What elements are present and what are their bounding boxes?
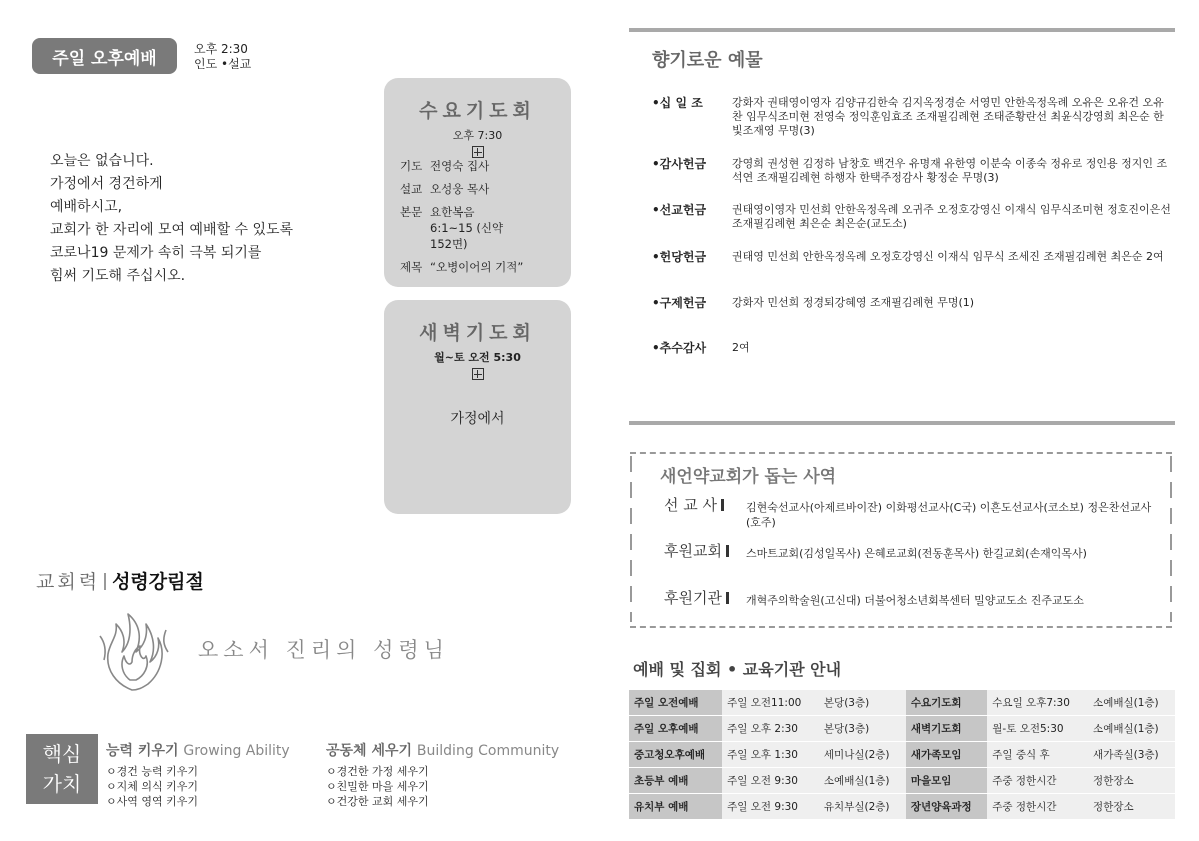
offering-names: 권태영이영자 민선희 안한옥정옥례 오귀주 오정호강영신 이재식 임무식조미현 정호진이은선 조재필김례현 최은순 최은순(교도소) (732, 203, 1171, 230)
offering-row (652, 203, 1172, 231)
table-cell: 주일 오후예배 (629, 716, 722, 742)
core-value-item: ㅇ지체 의식 키우기 (106, 780, 199, 793)
offering-names: 권태영 민선희 안한옥정옥례 오정호강영신 이재식 임무식 조세진 조재필김례현 최은순 2여 (732, 250, 1164, 263)
wednesday-time: 오후 7:30 (452, 129, 503, 142)
plus-icon (472, 368, 484, 380)
top-rule (629, 28, 1175, 32)
offering-row (652, 250, 1172, 264)
services-table (629, 690, 1175, 820)
mission-key-text: 후원기관 (664, 589, 722, 607)
table-cell: 수요기도회 (906, 690, 987, 716)
table-cell: 본당(3층) (819, 716, 906, 742)
table-row (629, 690, 1175, 716)
dawn-prayer-panel (384, 300, 571, 514)
message-line: 예배하시고, (50, 199, 123, 215)
message-line: 교회가 한 자리에 모여 예배할 수 있도록 (50, 222, 294, 238)
calendar-season: 성령강림절 (112, 571, 204, 593)
table-row (629, 794, 1175, 820)
wednesday-prayer-panel (384, 78, 571, 287)
mission-value: 개혁주의학술원(고신대) 더불어청소년회복센터 밀양교도소 진주교도소 (746, 594, 1084, 607)
mission-row (664, 498, 1164, 530)
message-line: 코로나19 문제가 속히 극복 되기를 (50, 245, 262, 261)
offerings-title: 향기로운 예물 (652, 50, 763, 71)
core-value-group (326, 740, 559, 809)
mission-value: 스마트교회(김성일목사) 은혜로교회(전동훈목사) 한길교회(손재익목사) (746, 547, 1087, 560)
offering-names: 강화자 민선희 정경퇴강혜영 조재필김례현 무명(1) (732, 296, 975, 309)
table-cell: 중고청오후예배 (629, 742, 722, 768)
divider (726, 592, 729, 604)
core-value-item: ㅇ건강한 교회 세우기 (326, 795, 429, 808)
core-value-en: Building Community (416, 743, 560, 759)
dawn-title: 새벽기도회 (419, 322, 536, 344)
core-value-item: ㅇ친밀한 마을 세우기 (326, 780, 429, 793)
detail-value: 요한복음 6:1~15 (신약 152면) (430, 205, 504, 251)
table-cell: 새가족실(3층) (1088, 742, 1175, 768)
mission-key (664, 591, 746, 608)
offering-row (652, 157, 1172, 185)
services-title: 예배 및 집회 • 교육기관 안내 (633, 660, 842, 679)
mission-box-left-edge (630, 456, 632, 622)
mission-value: 김현숙선교사(아제르바이잔) 이화평선교사(C국) 이흔도선교사(코소보) 정은찬선교사(호주) (746, 501, 1152, 529)
core-value-heading (326, 740, 559, 760)
holy-spirit-flame-icon (92, 606, 174, 694)
message-line: 오늘은 없습니다. (50, 153, 154, 169)
core-value-group (106, 740, 290, 809)
sunday-pm-message (50, 150, 293, 288)
offering-names: 강화자 권태영이영자 김양규김한숙 김지옥정경순 서영민 안한옥정옥례 오유은 오유건 오유찬 임무식조미현 전영숙 정익훈임효조 조재필김례현 조태준황란선 최윤식강영희 최은순 한빛조재영 무명(3) (732, 96, 1164, 137)
mission-key-text: 후원교회 (664, 542, 722, 560)
table-cell: 주중 정한시간 (987, 768, 1088, 794)
detail-row (400, 158, 559, 174)
table-row (629, 768, 1175, 794)
calendar-label: 교회력 (36, 571, 101, 593)
core-value-heading (106, 740, 290, 760)
detail-key: 기도 (400, 159, 423, 173)
sunday-pm-leader: 인도 •설교 (194, 57, 252, 71)
table-cell: 소예배실(1층) (819, 768, 906, 794)
core-value-items (326, 764, 559, 809)
divider (104, 573, 106, 590)
message-line: 힘써 기도해 주십시오. (50, 268, 186, 284)
table-cell: 새가족모임 (906, 742, 987, 768)
table-cell: 주일 오전 9:30 (722, 768, 819, 794)
calendar-verse: 오소서 진리의 성령님 (198, 638, 449, 662)
wednesday-details (384, 158, 571, 275)
table-row (629, 742, 1175, 768)
offering-names: 강영희 권성현 김정하 남창호 백건우 유명재 유한영 이분숙 이종숙 정유로 정인용 정지인 조석연 조재필김례현 하행자 한택주정감사 황정순 무명(3) (732, 157, 1168, 184)
core-value-en: Growing Ability (183, 743, 290, 759)
mission-row (664, 544, 1164, 561)
table-cell: 주일 오전예배 (629, 690, 722, 716)
table-cell: 주일 오후 1:30 (722, 742, 819, 768)
detail-key: 제목 (400, 260, 423, 274)
detail-row (400, 204, 559, 252)
offering-row (652, 341, 1172, 355)
offering-key: •추수감사 (652, 341, 707, 355)
detail-row (400, 259, 559, 275)
mission-key-text: 선 교 사 (664, 496, 718, 514)
core-value-item: ㅇ사역 영역 키우기 (106, 795, 199, 808)
core-value-item: ㅇ경건한 가정 세우기 (326, 765, 429, 778)
offering-row (652, 96, 1172, 138)
table-cell: 정한장소 (1088, 768, 1175, 794)
offering-key: •감사헌금 (652, 157, 707, 171)
table-cell: 유치부 예배 (629, 794, 722, 820)
sunday-pm-badge: 주일 오후예배 (32, 38, 177, 74)
detail-value: 전영숙 집사 (430, 159, 490, 173)
table-cell: 새벽기도회 (906, 716, 987, 742)
detail-key: 본문 (400, 205, 423, 219)
detail-value: “오병이어의 기적” (430, 260, 524, 274)
divider (726, 545, 729, 557)
core-value-ko: 능력 키우기 (106, 743, 179, 759)
detail-value: 오성웅 목사 (430, 182, 490, 196)
mid-rule (629, 421, 1175, 425)
church-calendar-title (36, 567, 204, 594)
mission-row (664, 591, 1164, 608)
mission-title: 새언약교회가 돕는 사역 (660, 467, 837, 487)
core-value-item: ㅇ경건 능력 키우기 (106, 765, 199, 778)
table-cell: 주일 오전11:00 (722, 690, 819, 716)
table-cell: 주중 정한시간 (987, 794, 1088, 820)
offering-key: •헌당헌금 (652, 250, 707, 264)
offering-names: 2여 (732, 341, 750, 354)
table-cell: 장년양육과정 (906, 794, 987, 820)
plus-icon (472, 146, 484, 158)
mission-key (664, 498, 746, 530)
offering-key: •구제헌금 (652, 296, 707, 310)
table-cell: 주일 중식 후 (987, 742, 1088, 768)
table-cell: 마을모임 (906, 768, 987, 794)
core-values-badge (26, 734, 98, 804)
divider (721, 499, 724, 511)
core-value-items (106, 764, 290, 809)
table-cell: 본당(3층) (819, 690, 906, 716)
offering-key: •십 일 조 (652, 96, 703, 110)
table-cell: 정한장소 (1088, 794, 1175, 820)
dawn-note: 가정에서 (450, 411, 505, 427)
table-cell: 주일 오전 9:30 (722, 794, 819, 820)
sunday-pm-info (194, 42, 251, 72)
core-label-line: 핵심 (42, 742, 82, 766)
table-cell: 소예배실(1층) (1088, 716, 1175, 742)
offering-row (652, 296, 1172, 310)
table-cell: 월-토 오전5:30 (987, 716, 1088, 742)
sunday-pm-time: 오후 2:30 (194, 42, 248, 56)
table-cell: 초등부 예배 (629, 768, 722, 794)
table-cell: 수요일 오후7:30 (987, 690, 1088, 716)
message-line: 가정에서 경건하게 (50, 176, 163, 192)
table-cell: 세미나실(2층) (819, 742, 906, 768)
mission-key (664, 544, 746, 561)
dawn-time: 월~토 오전 5:30 (434, 351, 521, 364)
table-cell: 유치부실(2층) (819, 794, 906, 820)
detail-row (400, 181, 559, 197)
table-cell: 소예배실(1층) (1088, 690, 1175, 716)
table-cell: 주일 오후 2:30 (722, 716, 819, 742)
core-value-ko: 공동체 세우기 (326, 743, 413, 759)
table-row (629, 716, 1175, 742)
core-label-line: 가치 (42, 772, 82, 796)
mission-box-right-edge (1170, 456, 1172, 622)
offering-key: •선교헌금 (652, 203, 707, 217)
detail-key: 설교 (400, 182, 423, 196)
wednesday-title: 수요기도회 (419, 100, 536, 122)
